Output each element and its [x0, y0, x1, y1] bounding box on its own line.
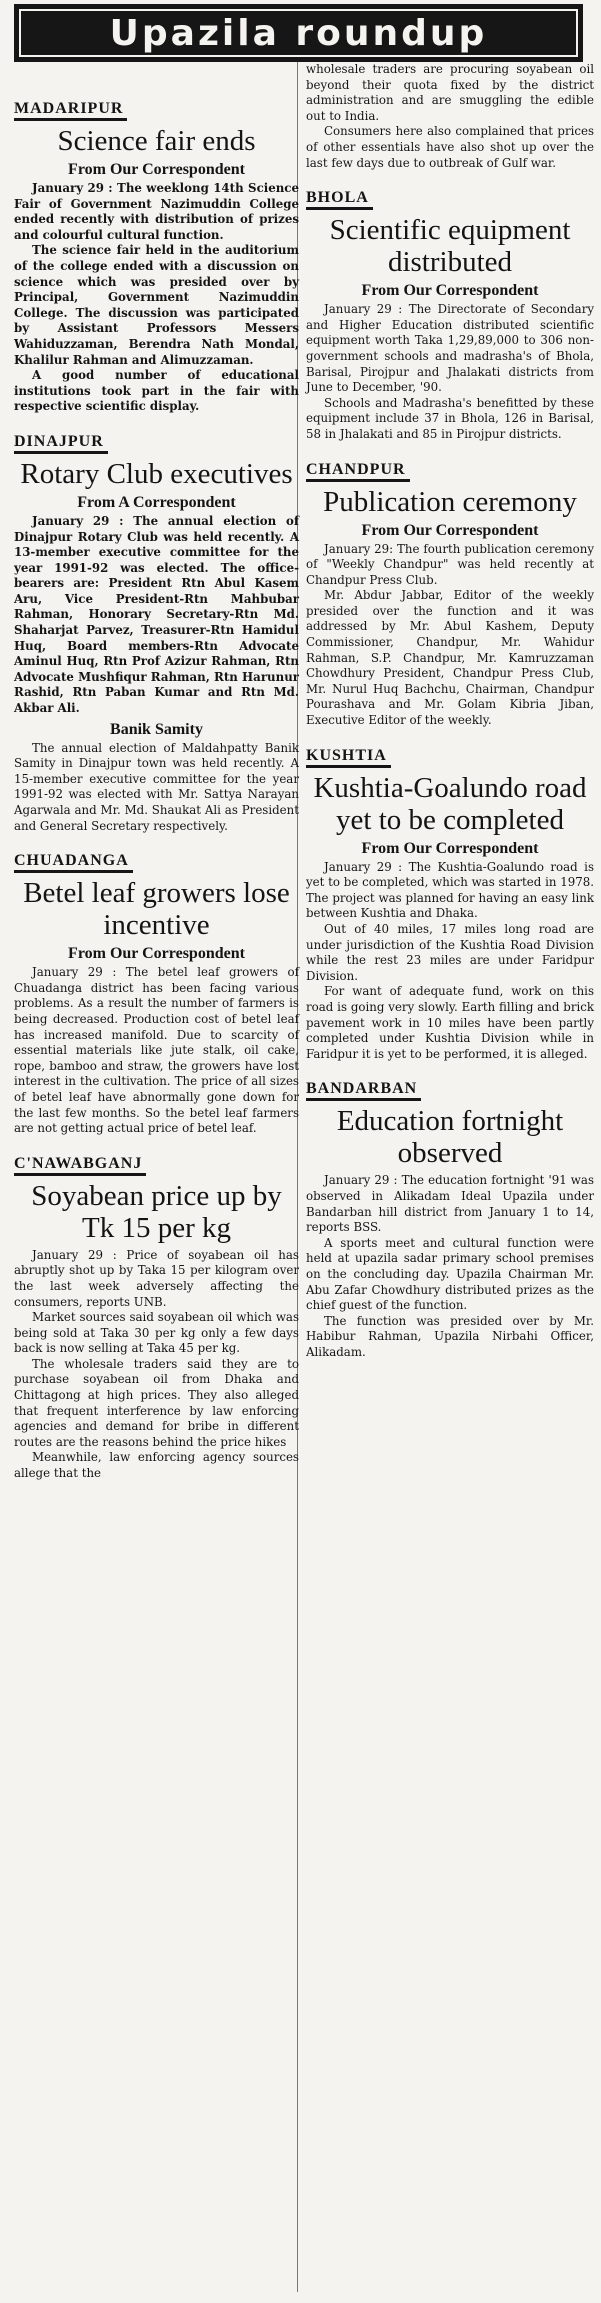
- right-column: [306, 62, 594, 1374]
- story-headline: Betel leaf growers lose incentive: [23, 877, 290, 942]
- story-paragraph: The science fair held in the auditorium of the college ended with a discussion on science which was presided over by Principal, Government Nazimuddin College. The discussion was participated by Assistant Professors Messers Wahiduzzaman, Berendra Nath Mondal, Khalilur Rahman and Alimuzzaman.: [14, 243, 299, 367]
- story-bhola: [306, 185, 594, 442]
- story-subhead: Banik Samity: [110, 720, 203, 738]
- story-headline: Education fortnight observed: [336, 1105, 564, 1170]
- story-bandarban: [306, 1076, 594, 1360]
- story-byline: From Our Correspondent: [68, 161, 245, 178]
- story-headline: Scientific equipment distributed: [329, 214, 571, 279]
- story-paragraph: Schools and Madrasha's benefitted by these equipment include 37 in Bhola, 126 in Barisal, 58 in Jhalakati and 85 in Pirojpur districts.: [306, 395, 594, 441]
- story-continuation: [306, 62, 594, 171]
- story-place: C'NAWABGANJ: [14, 1155, 146, 1176]
- story-chandpur: [306, 457, 594, 729]
- story-paragraph: Mr. Abdur Jabbar, Editor of the weekly presided over the function and it was addressed by Mr. Abul Kashem, Deputy Commissioner, Chandpur, Mr. Wahidur Rahman, S.P. Chandpur, Mr. Kamruzzaman Chowdhury President, Chandpur Press Club, Mr. Nurul Huq Bachchu, Chairman, Chandpur Pourashava and Mr. Golam Kibria Jiban, Executive Editor of the weekly.: [306, 588, 594, 728]
- story-paragraph: Out of 40 miles, 17 miles long road are under jurisdiction of the Kushtia Road Division while the rest 23 miles are under Faridpur Division.: [306, 922, 594, 983]
- story-place: CHANDPUR: [306, 461, 410, 482]
- story-paragraph: January 29 : Price of soyabean oil has abruptly shot up by Taka 15 per kilogram over the last week adversely affecting the consumers, reports UNB.: [14, 1247, 299, 1309]
- story-paragraph: A good number of educational institutions took part in the fair with respective scientific display.: [14, 368, 299, 414]
- story-headline: Rotary Club executives: [20, 457, 293, 490]
- story-paragraph: January 29 : The education fortnight '91 was observed in Alikadam Ideal Upazila under Bandarban hill district from January 1 to 14, reports BSS.: [306, 1173, 594, 1235]
- story-paragraph: January 29 : The betel leaf growers of Chuadanga district has been facing various problems. As a result the number of farmers is being decreased. Production cost of betel leaf has increased manifold. Due to scarcity of essential materials like jute stalk, oil cake, rope, bamboo and straw, the growers have lost interest in the cultivation. The price of all sizes of betel leaf have abnormally gone down for the last few months. So the betel leaf farmers are not getting actual price of betel leaf.: [14, 965, 299, 1136]
- story-paragraph: Consumers here also complained that prices of other essentials have also shot up over the last few days due to outbreak of Gulf war.: [306, 124, 594, 170]
- story-place: BANDARBAN: [306, 1080, 421, 1101]
- section-banner: [14, 4, 583, 62]
- story-headline: Science fair ends: [57, 125, 256, 157]
- story-byline: From Our Correspondent: [68, 945, 245, 963]
- story-paragraph: The wholesale traders said they are to purchase soyabean oil from Dhaka and Chittagong at high prices. They also alleged that frequent interference by law enforcing agencies and demand for bribe in different routes are the reasons behind the price hikes: [14, 1356, 299, 1449]
- story-place: CHUADANGA: [14, 852, 133, 873]
- story-byline: From Our Correspondent: [361, 839, 539, 857]
- story-dinajpur: [14, 429, 299, 834]
- section-title: Upazila roundup: [19, 9, 578, 57]
- story-madaripur: [14, 96, 299, 415]
- story-place: MADARIPUR: [14, 100, 127, 121]
- left-column: [14, 96, 299, 1496]
- story-paragraph: wholesale traders are procuring soyabean oil beyond their quota fixed by the district administration and are smuggling the edible out to India.: [306, 62, 594, 123]
- story-headline: Publication ceremony: [323, 485, 577, 518]
- story-headline: Kushtia-Goalundo road yet to be completed: [313, 771, 587, 836]
- story-paragraph: January 29 : The annual election of Dinajpur Rotary Club was held recently. A 13-member executive committee for the year 1991-92 was elected. The office-bearers are: President Rtn Abul Kasem Aru, Vice President-Rtn Mahbubar Rahman, Honorary Secretary-Rtn Md. Shaharjat Parvez, Treasurer-Rtn Hamidul Huq, Board members-Rtn Advocate Aminul Huq, Rtn Prof Azizur Rahman, Rtn Advocate Mushfiqur Rahman, Rtn Harunur Rashid, Rtn Paban Kumar and Rtn Md. Akbar Ali.: [14, 513, 299, 716]
- story-byline: From Our Correspondent: [361, 282, 539, 300]
- story-place: BHOLA: [306, 189, 373, 210]
- story-byline: From A Correspondent: [77, 493, 236, 511]
- story-paragraph: January 29: The fourth publication ceremony of "Weekly Chandpur" was held recently at Chandpur Press Club.: [306, 541, 594, 587]
- story-paragraph: The annual election of Maldahpatty Banik Samity in Dinajpur town was held recently. A 15-member executive committee for the year 1991-92 was elected with Mr. Sattya Narayan Agarwala and Mr. Md. Shaukat Ali as President and General Secretary respectively.: [14, 740, 299, 833]
- story-paragraph: Market sources said soyabean oil which was being sold at Taka 30 per kg only a few days back is now selling at Taka 45 per kg.: [14, 1310, 299, 1356]
- story-place: DINAJPUR: [14, 433, 108, 454]
- story-paragraph: January 29 : The Kushtia-Goalundo road is yet to be completed, which was started in 1978. The project was planned for having an easy link between Kushtia and Dhaka.: [306, 859, 594, 921]
- story-paragraph: January 29 : The weeklong 14th Science Fair of Government Nazimuddin College ended recently with distribution of prizes and colourful cultural function.: [14, 181, 299, 242]
- story-paragraph: January 29 : The Directorate of Secondary and Higher Education distributed scientific equipment worth Taka 1,29,89,000 to 306 non-government schools and madrasha's of Bhola, Barisal, Pirojpur and Jhalakati districts from June to December, '90.: [306, 302, 594, 395]
- story-place: KUSHTIA: [306, 747, 391, 768]
- story-headline: Soyabean price up by Tk 15 per kg: [31, 1179, 282, 1244]
- story-chuadanga: [14, 848, 299, 1137]
- story-paragraph: Meanwhile, law enforcing agency sources allege that the: [14, 1450, 299, 1481]
- story-paragraph: A sports meet and cultural function were held at upazila sadar primary school premises on the concluding day. Upazila Chairman Mr. Abu Zafar Chowdhury distributed prizes as the chief guest of the function.: [306, 1235, 594, 1313]
- story-paragraph: The function was presided over by Mr. Habibur Rahman, Upazila Nirbahi Officer, Alikadam.: [306, 1313, 594, 1359]
- story-kushtia: [306, 743, 594, 1063]
- story-paragraph: For want of adequate fund, work on this road is going very slowly. Earth filling and brick pavement work in 10 miles have been partly completed under Kushtia Division while in Faridpur it is yet to be performed, it is alleged.: [306, 984, 594, 1061]
- story-cnawabganj: [14, 1151, 299, 1482]
- story-byline: From Our Correspondent: [361, 521, 539, 539]
